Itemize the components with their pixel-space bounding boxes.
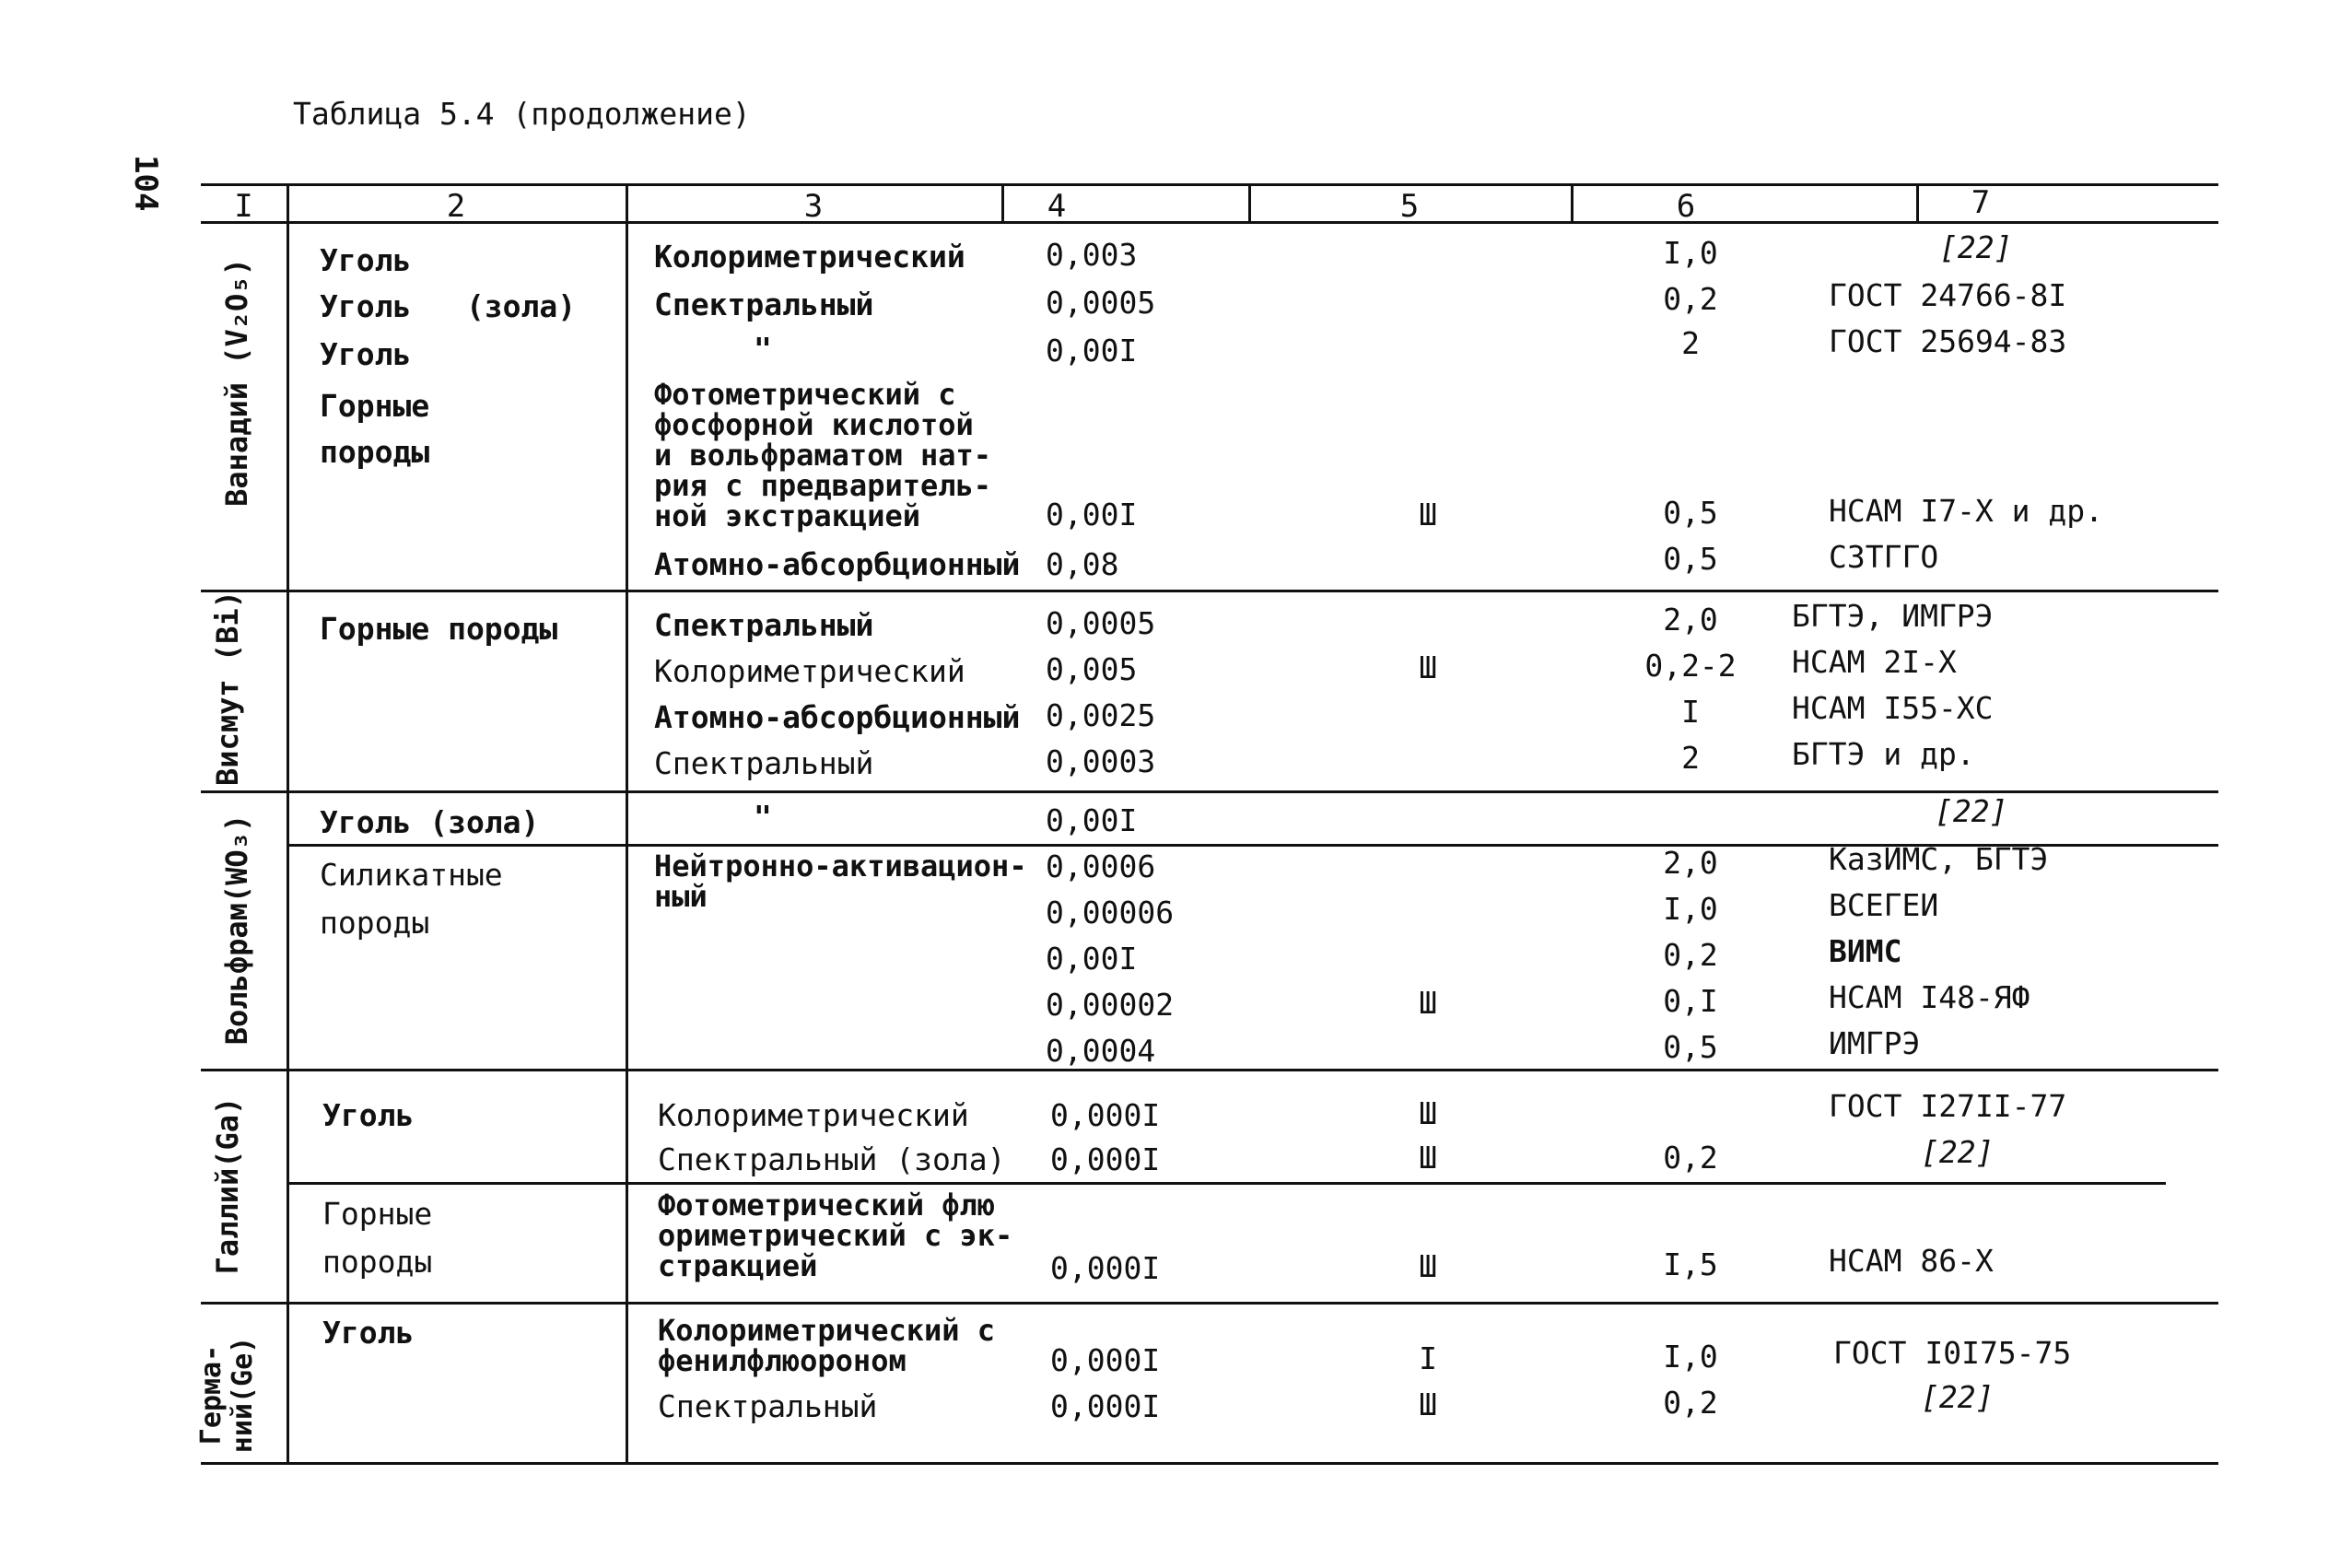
cell-limit: 0,000I — [1050, 1141, 1161, 1177]
cell-value: I,5 — [1663, 1246, 1718, 1282]
cell-value: I — [1681, 694, 1700, 730]
page-number: 104 — [127, 155, 164, 212]
cell-source: ГОСТ 25694-83 — [1829, 323, 2067, 359]
cell-source: ГОСТ I27II-77 — [1829, 1088, 2067, 1124]
cell-category: Ш — [1419, 497, 1437, 532]
col-divider-1 — [287, 183, 289, 1464]
cell-limit: 0,0005 — [1046, 285, 1156, 321]
cell-source: СЗТГГО — [1829, 539, 1939, 575]
cell-source: НСАМ 86-X — [1829, 1243, 1994, 1279]
cell-source: БГТЭ и др. — [1792, 736, 1975, 772]
cell-limit: 0,005 — [1046, 651, 1138, 687]
element-label-wolfram: Вольфрам(WO₃) — [219, 813, 254, 1046]
cell-value: I,0 — [1663, 235, 1718, 271]
cell-limit: 0,00002 — [1046, 987, 1175, 1023]
cell-limit: 0,08 — [1046, 546, 1119, 582]
cell-source: НСАМ I48-ЯФ — [1829, 979, 2030, 1015]
cell-material: Уголь — [322, 1097, 415, 1133]
cell-value: 0,I — [1663, 983, 1718, 1019]
cell-limit: 0,00I — [1046, 941, 1138, 977]
cell-method: Спектральный — [654, 745, 874, 781]
cell-source: ВИМС — [1829, 933, 1902, 969]
cell-value: I,0 — [1663, 1339, 1718, 1375]
cell-material: Силикатные породы — [320, 857, 503, 941]
cell-limit: 0,00I — [1046, 497, 1138, 532]
cell-method: Спектральный (зола) — [658, 1141, 1006, 1177]
cell-value: 2 — [1681, 325, 1700, 361]
element-label-germanium — [196, 1330, 259, 1459]
cell-value: 2,0 — [1663, 602, 1718, 638]
col-divider-2 — [626, 183, 628, 1464]
header-col-1: I — [234, 188, 253, 225]
cell-source: ИМГРЭ — [1829, 1025, 1921, 1061]
cell-method: Спектральный — [658, 1388, 878, 1424]
cell-method: " — [754, 799, 772, 835]
cell-limit: 0,000I — [1050, 1250, 1161, 1286]
cell-limit: 0,0005 — [1046, 605, 1156, 641]
element-label-gallium: Галлий(Ga) — [210, 1096, 245, 1275]
element-label-bismuth: Висмут (Bi) — [210, 591, 245, 786]
element-label-germanium-text: Герма- ний(Ge) — [195, 1336, 259, 1454]
cell-material: Горные породы — [320, 388, 430, 470]
cell-limit: 0,00I — [1046, 802, 1138, 838]
cell-value: I,0 — [1663, 891, 1718, 927]
cell-method: Спектральный — [654, 607, 874, 643]
cell-limit: 0,000I — [1050, 1388, 1161, 1424]
cell-limit: 0,0003 — [1046, 743, 1156, 779]
cell-source: [22] — [1921, 1134, 1995, 1170]
cell-category: Ш — [1419, 1387, 1437, 1422]
cell-limit: 0,00I — [1046, 333, 1138, 369]
element-label-vanadium: Ванадий (V₂O₅) — [219, 258, 254, 507]
cell-category: Ш — [1419, 985, 1437, 1021]
cell-category: Ш — [1419, 649, 1437, 685]
header-col-3: 3 — [803, 188, 824, 225]
cell-source: БГТЭ, ИМГРЭ — [1792, 598, 1994, 634]
cell-source: НСАМ I7-X и др. — [1829, 493, 2104, 529]
cell-material: Горные породы — [322, 1196, 433, 1280]
cell-source: ГОСТ 24766-8I — [1829, 277, 2067, 313]
cell-method: Колориметрический с фенилфлюороном — [658, 1313, 996, 1378]
cell-value: 2,0 — [1663, 845, 1718, 881]
table-bottom-rule — [201, 1462, 2218, 1465]
cell-value: 0,2 — [1663, 1140, 1718, 1176]
cell-method: Фотометрический флю ориметрический с эк- стракцией — [658, 1188, 1013, 1283]
header-col-6: 6 — [1676, 188, 1696, 225]
group-rule-3 — [201, 1069, 2218, 1071]
group-rule-4 — [201, 1302, 2218, 1305]
cell-limit: 0,000I — [1050, 1097, 1161, 1133]
cell-material: Уголь — [320, 242, 412, 278]
cell-limit: 0,0006 — [1046, 848, 1156, 884]
cell-limit: 0,000I — [1050, 1342, 1161, 1378]
cell-limit: 0,0004 — [1046, 1033, 1156, 1069]
cell-category: Ш — [1419, 1248, 1437, 1284]
cell-source: ГОСТ I0I75-75 — [1833, 1335, 2072, 1371]
cell-material: Горные породы — [320, 611, 558, 647]
cell-limit: 0,0025 — [1046, 697, 1156, 733]
cell-value: 0,2 — [1663, 281, 1718, 317]
cell-method: Колориметрический — [658, 1097, 969, 1133]
cell-category: Ш — [1419, 1095, 1437, 1131]
cell-source: КазИМС, БГТЭ — [1829, 841, 2049, 877]
group-rule-2 — [201, 790, 2218, 793]
cell-source: [22] — [1935, 793, 2008, 829]
cell-method: Колориметрический — [654, 653, 965, 689]
cell-method: " — [754, 331, 772, 367]
table-caption: Таблица 5.4 (продолжение) — [293, 96, 751, 132]
group-rule-1 — [201, 590, 2218, 592]
cell-category: I — [1419, 1340, 1437, 1376]
cell-method: Спектральный — [654, 287, 874, 322]
cell-method: Атомно-абсорбционный — [654, 699, 1021, 735]
cell-value: 0,5 — [1663, 541, 1718, 577]
cell-source: [22] — [1921, 1379, 1995, 1415]
cell-material: Уголь — [322, 1315, 415, 1351]
cell-limit: 0,003 — [1046, 237, 1138, 273]
cell-value: 0,2 — [1663, 937, 1718, 973]
subrow-rule-gallium — [287, 1182, 2166, 1185]
cell-material: Уголь (зола) — [320, 288, 577, 324]
cell-limit: 0,00006 — [1046, 895, 1175, 930]
cell-value: 0,2-2 — [1644, 648, 1737, 684]
header-col-4: 4 — [1047, 188, 1067, 225]
cell-value: 0,5 — [1663, 1029, 1718, 1065]
cell-category: Ш — [1419, 1140, 1437, 1176]
header-col-7: 7 — [1971, 184, 1991, 221]
cell-source: НСАМ I55-XC — [1792, 690, 1994, 726]
cell-value: 0,2 — [1663, 1385, 1718, 1421]
cell-value: 2 — [1681, 740, 1700, 776]
cell-source: ВСЕГЕИ — [1829, 887, 1939, 923]
cell-method: Колориметрический — [654, 239, 965, 275]
cell-method: Нейтронно-активацион- ный — [654, 848, 1027, 914]
cell-method: Фотометрический с фосфорной кислотой и вольфраматом нат- рия с предваритель- ной экстракцией — [654, 377, 992, 533]
cell-method: Атомно-абсорбционный — [654, 546, 1021, 582]
cell-value: 0,5 — [1663, 495, 1718, 531]
header-col-2: 2 — [446, 188, 466, 225]
cell-source: [22] — [1939, 229, 2013, 265]
cell-material: Уголь (зола) — [320, 804, 540, 840]
cell-material: Уголь — [320, 336, 412, 372]
header-col-5: 5 — [1399, 188, 1420, 225]
cell-source: НСАМ 2I-X — [1792, 644, 1957, 680]
